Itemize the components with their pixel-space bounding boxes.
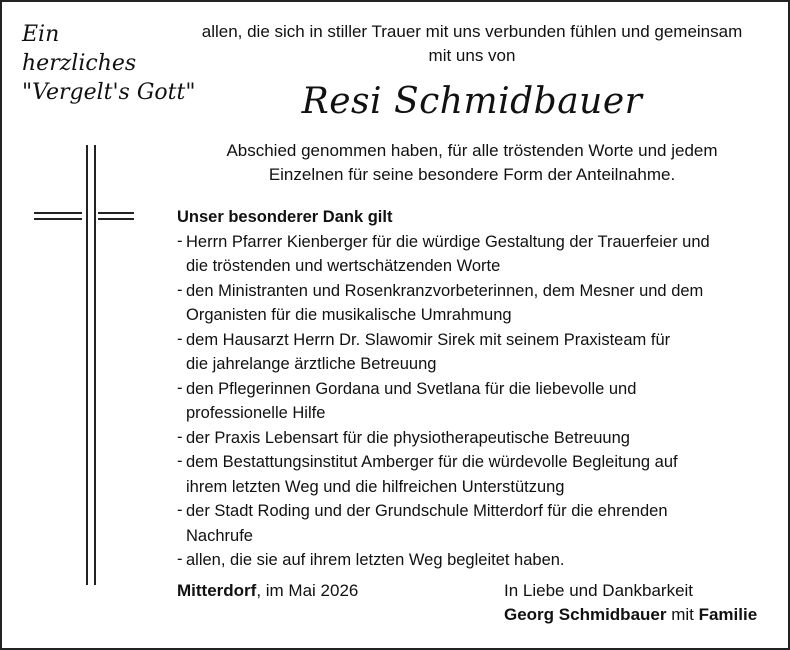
list-item-line: die tröstenden und wertschätzenden Worte (186, 257, 501, 275)
deceased-name: Resi Schmidbauer (301, 81, 643, 122)
cross-vertical-bar (86, 145, 88, 585)
thanks-line: Ein (22, 22, 60, 47)
signer (504, 603, 757, 627)
vergelts-gott-heading (22, 20, 195, 107)
farewell-text (172, 139, 772, 187)
list-item (177, 230, 777, 279)
list-item (177, 548, 777, 573)
thanks-list-section (177, 205, 777, 573)
list-item-line: - den Pflegerinnen Gordana und Svetlana für die liebevolle und (186, 379, 637, 398)
closing-text: In Liebe und Dankbarkeit (504, 581, 694, 600)
thanks-list-title: Unser besonderer Dank gilt (177, 208, 393, 226)
list-item-line: - den Ministranten und Rosenkranzvorbeterinnen, dem Mesner und dem (186, 281, 704, 300)
list-item (177, 328, 777, 377)
cross-horizontal-bar (98, 212, 134, 214)
place-date (177, 579, 358, 603)
cross-horizontal-bar (98, 218, 134, 220)
list-item-line: - dem Bestattungsinstitut Amberger für die würdevolle Begleitung auf (186, 453, 678, 471)
list-item-line: ihrem letzten Weg und die hilfreichen Unterstützung (186, 477, 565, 496)
thanks-list (177, 230, 777, 573)
list-item (177, 450, 777, 499)
list-item-line: professionelle Hilfe (186, 404, 326, 422)
signer-family: Familie (698, 605, 758, 624)
cross-horizontal-bar (34, 212, 82, 214)
list-item (177, 426, 777, 451)
intro-line: mit uns von (428, 46, 516, 65)
thanks-line: herzliches (22, 51, 137, 76)
date-text: , im Mai 2026 (256, 581, 359, 600)
intro-text (172, 20, 772, 68)
farewell-line: Einzelnen für seine besondere Form der Anteilnahme. (268, 165, 676, 184)
list-item-line: - Herrn Pfarrer Kienberger für die würdige Gestaltung der Trauerfeier und (186, 232, 710, 251)
signature-block (504, 579, 757, 627)
list-item (177, 279, 777, 328)
list-item-line: - der Praxis Lebensart für die physiotherapeutische Betreuung (186, 428, 630, 447)
cross-icon (32, 145, 172, 585)
cross-vertical-bar (94, 145, 96, 585)
place-name: Mitterdorf (177, 581, 257, 600)
signer-connector: mit (666, 605, 699, 624)
list-item (177, 377, 777, 426)
list-item (177, 499, 777, 548)
intro-line: allen, die sich in stiller Trauer mit uns verbunden fühlen und gemeinsam (201, 22, 743, 41)
cross-horizontal-bar (34, 218, 82, 220)
signer-name: Georg Schmidbauer (504, 605, 667, 624)
farewell-line: Abschied genommen haben, für alle tröstenden Worte und jedem (226, 141, 718, 160)
list-item-line: - allen, die sie auf ihrem letzten Weg begleitet haben. (186, 551, 565, 569)
list-item-line: - dem Hausarzt Herrn Dr. Slawomir Sirek mit seinem Praxisteam für (186, 330, 671, 349)
list-item-line: die jahrelange ärztliche Betreuung (186, 355, 437, 373)
list-item-line: - der Stadt Roding und der Grundschule Mitterdorf für die ehrenden (186, 502, 668, 520)
list-item-line: Organisten für die musikalische Umrahmung (186, 306, 512, 324)
list-item-line: Nachrufe (186, 526, 253, 545)
thanks-line: "Vergelt's Gott" (22, 80, 196, 105)
